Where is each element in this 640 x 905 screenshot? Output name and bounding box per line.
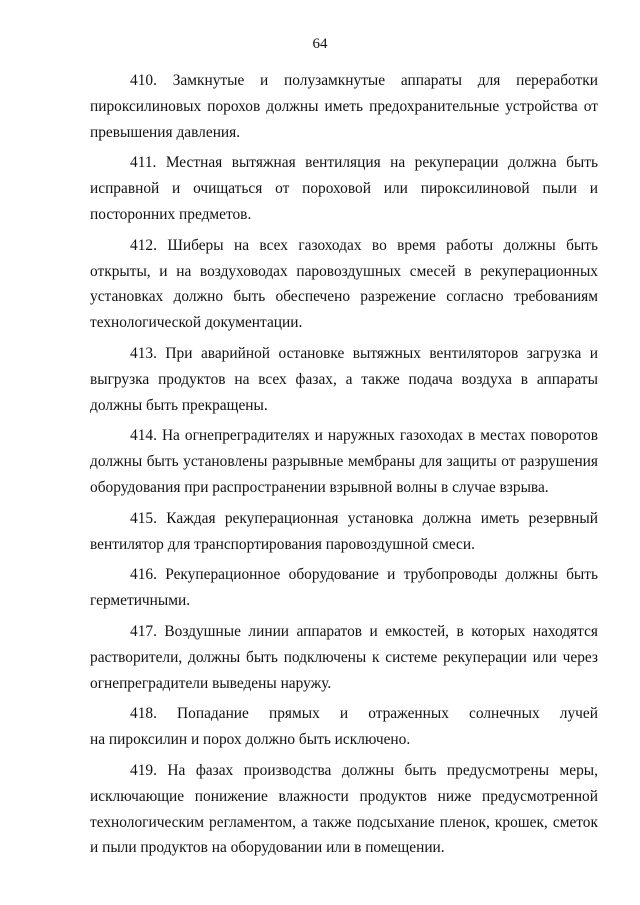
paragraph-414: 414. На огнепреградителях и наружных газоходах в местах поворотов должны быть установлены разрывные мембраны для защиты от разрушения оборудования при распространении взрывной волны в случае взрыва. xyxy=(90,427,598,496)
paragraph-415: 415. Каждая рекуперационная установка должна иметь резервный вентилятор для транспортирования паровоздушной смеси. xyxy=(90,509,598,553)
paragraph-418-line-2: на пироксилин и порох должно быть исключено. xyxy=(90,731,411,749)
paragraph-410: 410. Замкнутые и полузамкнутые аппараты для переработки пироксилиновых порохов должны иметь предохранительные устройства от превышения давления. xyxy=(90,72,598,141)
paragraph-419: 419. На фазах производства должны быть предусмотрены меры, исключающие понижение влажности продуктов ниже предусмотренной технологическим регламентом, а также подсыхание пленок, крошек, сметок и пыли продуктов на оборудовании или в помещении. xyxy=(90,761,598,857)
document-body xyxy=(90,68,598,866)
paragraph-418-line-1: 418. Попадание прямых и отраженных солнечных лучей xyxy=(130,705,598,723)
paragraph-412: 412. Шиберы на всех газоходах во время работы должны быть открыты, и на воздуховодах паровоздушных смесей в рекуперационных установках должно быть обеспечено разрежение согласно требованиям технологической документации. xyxy=(90,236,598,332)
paragraph-417: 417. Воздушные линии аппаратов и емкостей, в которых находятся растворители, должны быть подключены к системе рекуперации или через огнепреградители выведены наружу. xyxy=(90,622,598,692)
paragraph-411: 411. Местная вытяжная вентиляция на рекуперации должна быть исправной и очищаться от пороховой или пироксилиновой пыли и посторонних предметов. xyxy=(90,154,598,223)
paragraph-416: 416. Рекуперационное оборудование и трубопроводы должны быть герметичными. xyxy=(90,566,598,610)
page-number: 64 xyxy=(312,36,328,52)
paragraph-418 xyxy=(90,701,598,753)
paragraph-413: 413. При аварийной остановке вытяжных вентиляторов загрузка и выгрузка продуктов на всех фазах, а также подача воздуха в аппараты должны быть прекращены. xyxy=(90,344,598,414)
